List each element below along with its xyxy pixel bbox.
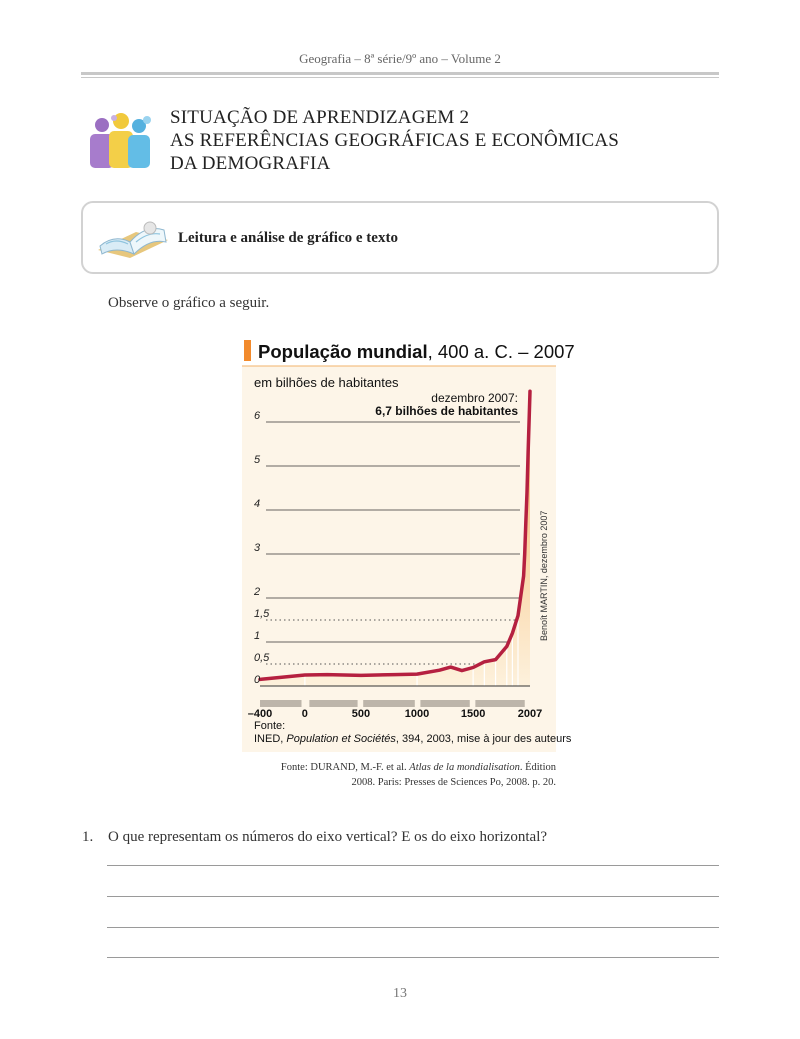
situation-title-line: DA DEMOGRAFIA (170, 153, 331, 174)
x-tick-label: 1500 (460, 708, 486, 720)
population-chart (242, 336, 575, 752)
x-tick-label: –400 (247, 708, 273, 720)
question-number: 1. (82, 829, 94, 845)
section-box (81, 201, 719, 274)
page-number: 13 (393, 986, 407, 1001)
chart-title: População mundial, 400 a. C. – 2007 (258, 341, 575, 362)
y-tick-label: 2 (254, 586, 261, 598)
chart-source: INED, Population et Sociétés, 394, 2003, mise à jour des auteurs (254, 733, 572, 745)
y-tick-label: 1,5 (254, 608, 270, 620)
x-tick-label: 1000 (404, 708, 430, 720)
people-group-icon (84, 112, 158, 172)
section-title: Leitura e análise de gráfico e texto (178, 230, 398, 246)
x-tick-label: 2007 (517, 708, 543, 720)
answer-line[interactable] (107, 957, 719, 958)
y-tick-label: 0 (254, 674, 261, 686)
chart-annotation-date: dezembro 2007: (431, 391, 518, 405)
header-rule (81, 72, 719, 75)
running-head: Geografia – 8ª série/9º ano – Volume 2 (299, 51, 501, 66)
situation-title-line: AS REFERÊNCIAS GEOGRÁFICAS E ECONÔMICAS (170, 130, 620, 151)
y-tick-label: 4 (254, 498, 261, 510)
chart-credit: Benoît MARTIN, dezembro 2007 (539, 510, 549, 641)
situation-title-line: SITUAÇÃO DE APRENDIZAGEM 2 (170, 107, 470, 128)
x-scale-segment (309, 700, 357, 707)
y-tick-label: 0,5 (254, 652, 270, 664)
question-text: O que representam os números do eixo vertical? E os do eixo horizontal? (108, 829, 548, 845)
situation-title (170, 106, 619, 175)
y-tick-label: 5 (254, 454, 261, 466)
answer-line[interactable] (107, 927, 719, 928)
x-tick-label: 500 (351, 708, 371, 720)
chart-source-label: Fonte: (254, 720, 286, 732)
header-rule-thin (81, 77, 719, 78)
answer-line[interactable] (107, 896, 719, 897)
chart-title-marker (244, 340, 251, 361)
open-book-icon (94, 214, 172, 264)
y-tick-label: 6 (254, 410, 261, 422)
x-scale-segment (420, 700, 469, 707)
caption-line-1: Fonte: DURAND, M.-F. et al. Atlas de la mondialisation. Édition (280, 762, 556, 773)
x-scale-segment (475, 700, 524, 707)
x-tick-label: 0 (301, 708, 308, 720)
chart-ylabel: em bilhões de habitantes (254, 375, 399, 390)
intro-text: Observe o gráfico a seguir. (108, 295, 270, 311)
chart-annotation-value: 6,7 bilhões de habitantes (375, 404, 518, 418)
x-scale-segment (260, 700, 302, 707)
y-tick-label: 3 (254, 542, 261, 554)
question-1 (82, 829, 547, 846)
y-tick-label: 1 (254, 630, 261, 642)
caption-line-2: 2008. Paris: Presses de Sciences Po, 2008. p. 20. (351, 777, 556, 788)
answer-line[interactable] (107, 865, 719, 866)
figure-caption (236, 760, 556, 790)
x-scale-segment (363, 700, 415, 707)
